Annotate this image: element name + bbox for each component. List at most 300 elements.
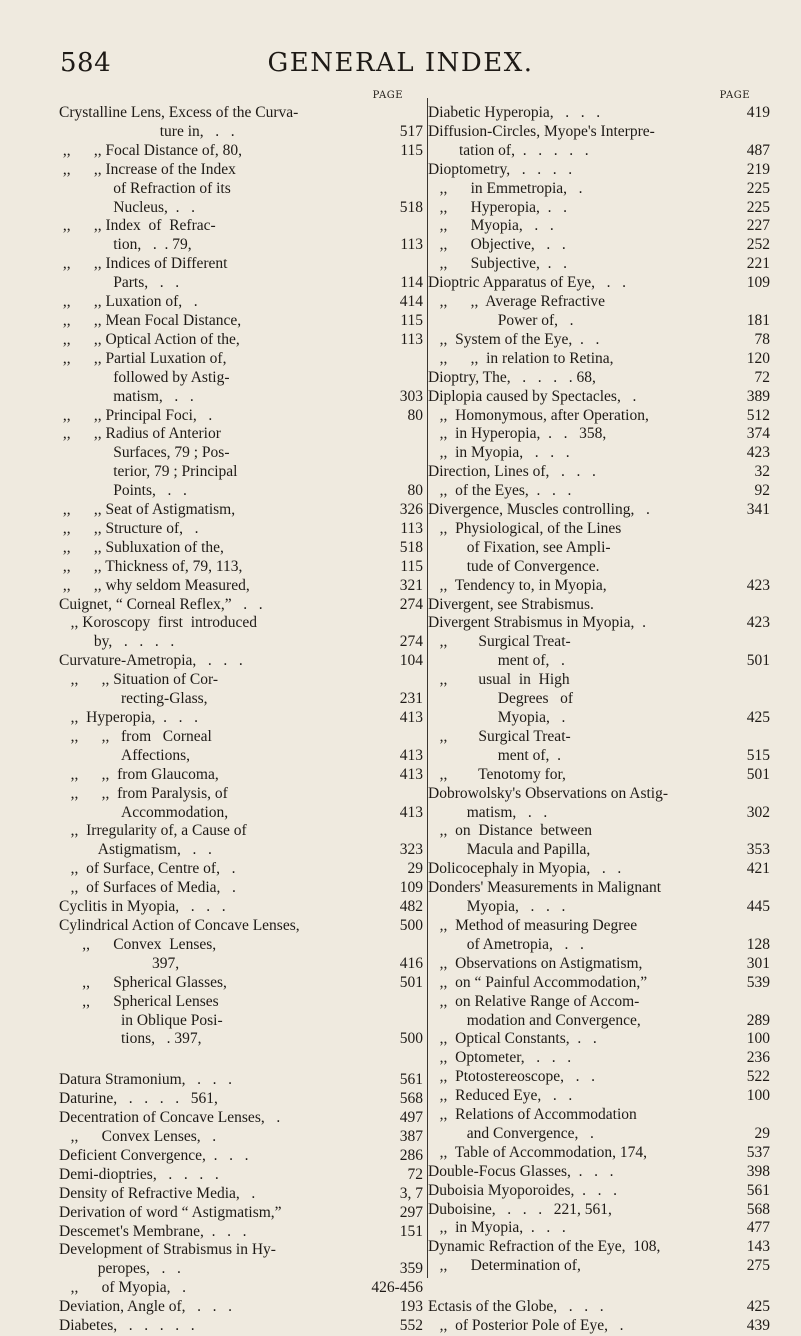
entry-page-ref: 29 [754, 1124, 770, 1142]
index-block-c [59, 104, 429, 1049]
entry-page-ref: 78 [754, 330, 770, 348]
entry-text: followed by Astig- [59, 368, 230, 386]
index-entry [428, 1012, 790, 1031]
entry-text: ,, Koroscopy first introduced [59, 614, 258, 632]
entry-text: ,, Surgical Treat- [428, 633, 571, 651]
entry-text: Dynamic Refraction of the Eye, 108, [428, 1238, 661, 1256]
entry-page-ref: 113 [400, 330, 423, 348]
index-entry [59, 917, 429, 936]
index-entry [59, 860, 429, 879]
entry-page-ref: 423 [746, 444, 770, 462]
entry-text: ,, ,, from Paralysis, of [59, 784, 228, 802]
entry-text: tion, . . 79, [59, 236, 192, 254]
entry-text: ,, on Relative Range of Accom- [428, 992, 640, 1010]
entry-text: ,, Objective, . . [428, 236, 566, 254]
index-entry [428, 1238, 790, 1257]
index-entry [59, 407, 429, 426]
entry-page-ref: 100 [746, 1030, 770, 1048]
entry-text: ,, Subjective, . . [428, 255, 568, 273]
index-entry [59, 1147, 429, 1166]
entry-page-ref: 92 [754, 482, 770, 500]
index-entry [59, 1128, 429, 1147]
index-entry [59, 993, 429, 1012]
index-entry [428, 407, 790, 426]
index-entry [428, 1257, 790, 1276]
entry-page-ref: 113 [400, 519, 423, 537]
entry-text: Accommodation, [59, 803, 229, 821]
entry-page-ref: 321 [399, 576, 423, 594]
entry-text: Ectasis of the Globe, . . . [428, 1298, 604, 1316]
entry-page-ref: 353 [746, 841, 770, 859]
entry-page-ref: 104 [399, 652, 423, 670]
entry-text: Diplopia caused by Spectacles, . [428, 387, 637, 405]
index-entry [428, 180, 790, 199]
entry-page-ref: 32 [754, 463, 770, 481]
entry-page-ref: 515 [746, 746, 770, 764]
index-entry [428, 1125, 790, 1144]
entry-page-ref: 568 [746, 1200, 770, 1218]
entry-text: ,, Tendency to, in Myopia, [428, 576, 607, 594]
index-entry [428, 1049, 790, 1068]
entry-text: Crystalline Lens, Excess of the Curva- [59, 104, 299, 121]
entry-page-ref: 387 [399, 1128, 423, 1146]
entry-page-ref: 120 [746, 349, 770, 367]
index-entry [59, 463, 429, 482]
entry-text: ,, in Hyperopia, . . 358, [428, 425, 607, 443]
entry-text: ,, Spherical Lenses [59, 992, 219, 1010]
entry-page-ref: 115 [400, 311, 423, 329]
entry-text: Decentration of Concave Lenses, . [59, 1109, 281, 1127]
entry-page-ref: 100 [746, 1087, 770, 1105]
index-entry [59, 633, 429, 652]
entry-text: ,, Tenotomy for, [428, 765, 566, 783]
index-entry [59, 1317, 429, 1336]
entry-text: of Ametropia, . . [428, 935, 584, 953]
index-entry [59, 728, 429, 747]
entry-text: Affections, [59, 746, 191, 764]
index-entry [59, 671, 429, 690]
entry-text: matism, . . [428, 803, 548, 821]
index-entry [59, 1298, 429, 1317]
entry-text: Nucleus, . . [59, 198, 196, 216]
entry-text: Myopia, . [428, 709, 566, 726]
entry-page-ref: 552 [399, 1317, 423, 1335]
index-entry [428, 501, 790, 520]
entry-page-ref: 501 [399, 973, 423, 991]
index-entry [428, 671, 790, 690]
index-entry [59, 652, 429, 671]
index-entry [59, 709, 429, 728]
entry-text: ,, ,, Indices of Different [59, 255, 228, 273]
index-entry [428, 1087, 790, 1106]
index-entry [59, 539, 429, 558]
index-entry [428, 520, 790, 539]
entry-text: ,, ,, Structure of, . [59, 519, 199, 537]
entry-text: ,, in Myopia, . . . [428, 444, 570, 462]
index-entry [59, 841, 429, 860]
index-entry [428, 350, 790, 369]
entry-page-ref: 413 [399, 709, 423, 726]
entry-text: ,, System of the Eye, . . [428, 330, 600, 348]
entry-text: of Refraction of its [59, 179, 231, 197]
entry-text: Cylindrical Action of Concave Lenses, [59, 916, 300, 934]
index-entry [428, 993, 790, 1012]
index-column-right [428, 90, 790, 1336]
index-entry [59, 444, 429, 463]
entry-text: ,, Irregularity of, a Cause of [59, 822, 247, 840]
entry-page-ref: 568 [399, 1090, 423, 1108]
entry-text: ,, of Surfaces of Media, . [59, 879, 236, 897]
entry-page-ref: 221 [746, 255, 770, 273]
entry-page-ref: 252 [746, 236, 770, 254]
index-entry [59, 955, 429, 974]
index-entry [59, 1109, 429, 1128]
index-entry [428, 199, 790, 218]
entry-text: recting-Glass, [59, 690, 208, 708]
entry-page-ref: 219 [746, 160, 770, 178]
entry-text: ,, ,, Focal Distance of, 80, [59, 141, 242, 159]
entry-text: Dioptric Apparatus of Eye, . . [428, 274, 627, 292]
entry-page-ref: 561 [746, 1181, 770, 1199]
entry-text: Deficient Convergence, . . . [59, 1146, 249, 1164]
entry-text: Astigmatism, . . [59, 841, 212, 859]
entry-page-ref: 374 [746, 425, 770, 443]
entry-text: Demi-dioptries, . . . . [59, 1165, 219, 1183]
entry-page-ref: 114 [400, 274, 423, 292]
entry-page-ref: 501 [746, 652, 770, 670]
index-entry [59, 1012, 429, 1031]
index-entry [59, 199, 429, 218]
entry-text: ,, of Surface, Centre of, . [59, 860, 236, 878]
index-entry [428, 917, 790, 936]
entry-text: ,, on “ Painful Accommodation,” [428, 973, 648, 991]
entry-text: ,, in Myopia, . . . [428, 1219, 566, 1237]
entry-text: Divergence, Muscles controlling, . [428, 501, 650, 519]
index-entry [59, 520, 429, 539]
entry-text: ,, Optical Constants, . . [428, 1030, 597, 1048]
entry-text: Direction, Lines of, . . . [428, 463, 596, 481]
entry-text: 397, [59, 954, 180, 972]
index-entry [59, 804, 429, 823]
index-entry [59, 236, 429, 255]
entry-text: ,, Ptotostereoscope, . . [428, 1068, 596, 1086]
entry-text: ,, Spherical Glasses, [59, 973, 227, 991]
entry-page-ref: 413 [399, 746, 423, 764]
entry-text: Density of Refractive Media, . [59, 1184, 256, 1202]
entry-page-ref: 477 [746, 1219, 770, 1237]
index-entry [428, 1068, 790, 1087]
entry-text: Donders' Measurements in Malignant [428, 879, 662, 897]
entry-text: ment of, . [428, 746, 562, 764]
entry-page-ref: 297 [399, 1203, 423, 1221]
index-entry [428, 482, 790, 501]
index-entry [428, 974, 790, 993]
index-entry [428, 1201, 790, 1220]
entry-text: ,, Convex Lenses, [59, 935, 217, 953]
index-entry [59, 879, 429, 898]
entry-text: ,, Reduced Eye, . . [428, 1087, 573, 1105]
index-entry [428, 1144, 790, 1163]
entry-text: ,, on Distance between [428, 822, 592, 840]
index-entry [428, 841, 790, 860]
index-entry [428, 104, 790, 123]
entry-text: Curvature-Ametropia, . . . [59, 652, 243, 670]
index-entry [428, 822, 790, 841]
entry-text: Duboisine, . . . 221, 561, [428, 1200, 612, 1218]
index-entry [428, 161, 790, 180]
index-entry [428, 879, 790, 898]
index-entry [428, 539, 790, 558]
index-entry [428, 142, 790, 161]
entry-page-ref: 416 [399, 954, 423, 972]
entry-text: ,, Hyperopia, . . . [59, 709, 199, 726]
entry-text: ,, Table of Accommodation, 174, [428, 1143, 648, 1161]
index-entry [59, 1090, 429, 1109]
entry-page-ref: 151 [399, 1222, 423, 1240]
entry-text: Deviation, Angle of, . . . [59, 1298, 233, 1316]
entry-text: Dioptometry, . . . . [428, 160, 573, 178]
index-entry [59, 577, 429, 596]
index-entry [428, 425, 790, 444]
entry-text: Surfaces, 79 ; Pos- [59, 444, 230, 462]
entry-page-ref: 341 [746, 501, 770, 519]
index-entry [59, 1260, 429, 1279]
entry-text: ,, ,, from Glaucoma, [59, 765, 219, 783]
entry-text: ture in, . . [59, 122, 235, 140]
entry-page-ref: 500 [399, 1030, 423, 1048]
entry-text: ,, Myopia, . . [428, 217, 554, 235]
index-entry [59, 331, 429, 350]
entry-text: ,, Optometer, . . . [428, 1049, 572, 1067]
entry-text: ,, Surgical Treat- [428, 727, 571, 745]
entry-text: ,, ,, Radius of Anterior [59, 425, 221, 443]
entry-text: ,, of Posterior Pole of Eye, . [428, 1317, 624, 1335]
entry-text: ,, ,, in relation to Retina, [428, 349, 614, 367]
index-entry [428, 709, 790, 728]
entry-text: ,, ,, Luxation of, . [59, 293, 198, 311]
entry-text: Descemet's Membrane, . . . [59, 1222, 247, 1240]
index-block-d [59, 1071, 429, 1336]
entry-page-ref: 517 [399, 122, 423, 140]
section-gap [59, 1049, 429, 1071]
index-block-d-continued [428, 104, 790, 1276]
entry-text: Divergent Strabismus in Myopia, . [428, 614, 646, 632]
entry-text: ,, ,, Seat of Astigmatism, [59, 501, 236, 519]
index-block-e [428, 1298, 790, 1336]
index-entry [428, 1317, 790, 1336]
index-entry [428, 388, 790, 407]
index-entry [428, 312, 790, 331]
index-entry [59, 596, 429, 615]
entry-page-ref: 425 [746, 709, 770, 726]
index-entry [59, 898, 429, 917]
entry-page-ref: 518 [399, 538, 423, 556]
entry-text: Dolicocephaly in Myopia, . . [428, 860, 622, 878]
entry-page-ref: 414 [399, 293, 423, 311]
entry-page-ref: 227 [746, 217, 770, 235]
index-entry [428, 1030, 790, 1049]
index-entry [59, 558, 429, 577]
entry-text: Degrees of [428, 690, 574, 708]
page-header [0, 0, 801, 90]
entry-text: terior, 79 ; Principal [59, 463, 238, 481]
index-entry [428, 369, 790, 388]
entry-page-ref: 80 [407, 482, 423, 500]
index-entry [428, 804, 790, 823]
entry-page-ref: 539 [746, 973, 770, 991]
entry-page-ref: 389 [746, 387, 770, 405]
index-entry [428, 558, 790, 577]
index-entry [59, 1030, 429, 1049]
entry-text: Daturine, . . . . 561, [59, 1090, 218, 1108]
section-gap [428, 1276, 790, 1298]
entry-text: modation and Convergence, [428, 1011, 641, 1029]
entry-text: ,, ,, why seldom Measured, [59, 576, 250, 594]
entry-page-ref: 445 [746, 898, 770, 916]
index-entry [428, 331, 790, 350]
entry-text: ment of, . [428, 652, 565, 670]
entry-page-ref: 275 [746, 1257, 770, 1275]
index-entry [428, 1298, 790, 1317]
entry-text: Derivation of word “ Astigmatism,” [59, 1203, 282, 1221]
index-entry [59, 747, 429, 766]
index-entry [59, 766, 429, 785]
entry-text: ,, ,, Optical Action of the, [59, 330, 240, 348]
index-entry [428, 596, 790, 615]
entry-page-ref: 359 [399, 1260, 423, 1278]
entry-text: Dobrowolsky's Observations on Astig- [428, 784, 669, 802]
index-entry [428, 690, 790, 709]
index-entry [59, 274, 429, 293]
entry-text: matism, . . [59, 387, 194, 405]
index-entry [59, 1071, 429, 1090]
entry-page-ref: 181 [746, 311, 770, 329]
entry-text: ,, Hyperopia, . . [428, 198, 568, 216]
entry-page-ref: 225 [746, 179, 770, 197]
index-entry [428, 652, 790, 671]
entry-page-ref: 423 [746, 614, 770, 632]
index-entry [59, 104, 429, 123]
entry-page-ref: 500 [399, 916, 423, 934]
index-entry [59, 388, 429, 407]
entry-page-ref: 561 [399, 1071, 423, 1089]
index-column-left [59, 90, 429, 1336]
entry-page-ref: 128 [746, 935, 770, 953]
entry-page-ref: 113 [400, 236, 423, 254]
page-column-label: PAGE [372, 90, 403, 101]
entry-text: Cyclitis in Myopia, . . . [59, 898, 226, 916]
entry-text: ,, ,, Partial Luxation of, [59, 349, 227, 367]
index-entry [428, 577, 790, 596]
index-entry [59, 1204, 429, 1223]
entry-page-ref: 421 [746, 860, 770, 878]
index-entry [59, 482, 429, 501]
entry-text: Development of Strabismus in Hy- [59, 1241, 276, 1259]
entry-page-ref: 423 [746, 576, 770, 594]
index-entry [428, 860, 790, 879]
entry-text: ,, ,, Subluxation of the, [59, 538, 224, 556]
entry-page-ref: 413 [399, 765, 423, 783]
entry-page-ref: 231 [399, 690, 423, 708]
index-entry [428, 936, 790, 955]
index-entry [428, 1182, 790, 1201]
entry-text: Myopia, . . . [428, 898, 566, 916]
entry-page-ref: 274 [399, 595, 423, 613]
index-entry [59, 936, 429, 955]
entry-page-ref: 425 [746, 1298, 770, 1316]
entry-text: ,, ,, Situation of Cor- [59, 671, 218, 689]
index-entry [428, 293, 790, 312]
entry-page-ref: 236 [746, 1049, 770, 1067]
index-entry [428, 123, 790, 142]
index-entry [428, 1219, 790, 1238]
index-entry [59, 369, 429, 388]
index-entry [428, 463, 790, 482]
entry-text: peropes, . . [59, 1260, 181, 1278]
index-entry [59, 1223, 429, 1242]
index-entry [428, 236, 790, 255]
entry-page-ref: 419 [746, 104, 770, 121]
entry-page-ref: 413 [399, 803, 423, 821]
index-entry [428, 444, 790, 463]
index-entry [59, 974, 429, 993]
entry-text: ,, ,, Mean Focal Distance, [59, 311, 242, 329]
page-number: 584 [60, 48, 112, 78]
entry-text: and Convergence, . [428, 1124, 594, 1142]
index-entry [428, 633, 790, 652]
entry-text: ,, Observations on Astigmatism, [428, 954, 643, 972]
entry-page-ref: 522 [746, 1068, 770, 1086]
index-entry [428, 614, 790, 633]
entry-text: Duboisia Myoporoides, . . . [428, 1181, 618, 1199]
index-entry [428, 747, 790, 766]
entry-page-ref: 398 [746, 1162, 770, 1180]
entry-page-ref: 109 [746, 274, 770, 292]
entry-page-ref: 303 [399, 387, 423, 405]
entry-page-ref: 497 [399, 1109, 423, 1127]
entry-page-ref: 537 [746, 1143, 770, 1161]
entry-text: ,, in Emmetropia, . [428, 179, 583, 197]
entry-text: ,, ,, Index of Refrac- [59, 217, 216, 235]
running-title: GENERAL INDEX. [267, 48, 534, 78]
index-entry [59, 425, 429, 444]
index-entry [59, 161, 429, 180]
entry-page-ref: 302 [746, 803, 770, 821]
entry-text: Macula and Papilla, [428, 841, 591, 859]
entry-text: ,, ,, Thickness of, 79, 113, [59, 557, 243, 575]
index-entry [428, 1106, 790, 1125]
index-entry [59, 501, 429, 520]
entry-page-ref: 109 [399, 879, 423, 897]
entry-text: Diffusion-Circles, Myope's Interpre- [428, 122, 655, 140]
entry-text: ,, ,, Increase of the Index [59, 160, 236, 178]
entry-page-ref: 323 [399, 841, 423, 859]
entry-text: ,, Homonymous, after Operation, [428, 406, 649, 424]
entry-text: Cuignet, “ Corneal Reflex,” . . [59, 595, 263, 613]
entry-text: tude of Convergence. [428, 557, 600, 575]
index-entry [59, 614, 429, 633]
index-entry [59, 293, 429, 312]
entry-page-ref: 482 [399, 898, 423, 916]
entry-text: ,, Method of measuring Degree [428, 916, 638, 934]
index-entry [59, 1279, 429, 1298]
entry-text: ,, Determination of, [428, 1257, 581, 1275]
entry-page-ref: 487 [746, 141, 770, 159]
entry-text: ,, of the Eyes, . . . [428, 482, 572, 500]
entry-page-ref: 115 [400, 141, 423, 159]
index-entry [59, 217, 429, 236]
entry-text: Power of, . [428, 311, 574, 329]
